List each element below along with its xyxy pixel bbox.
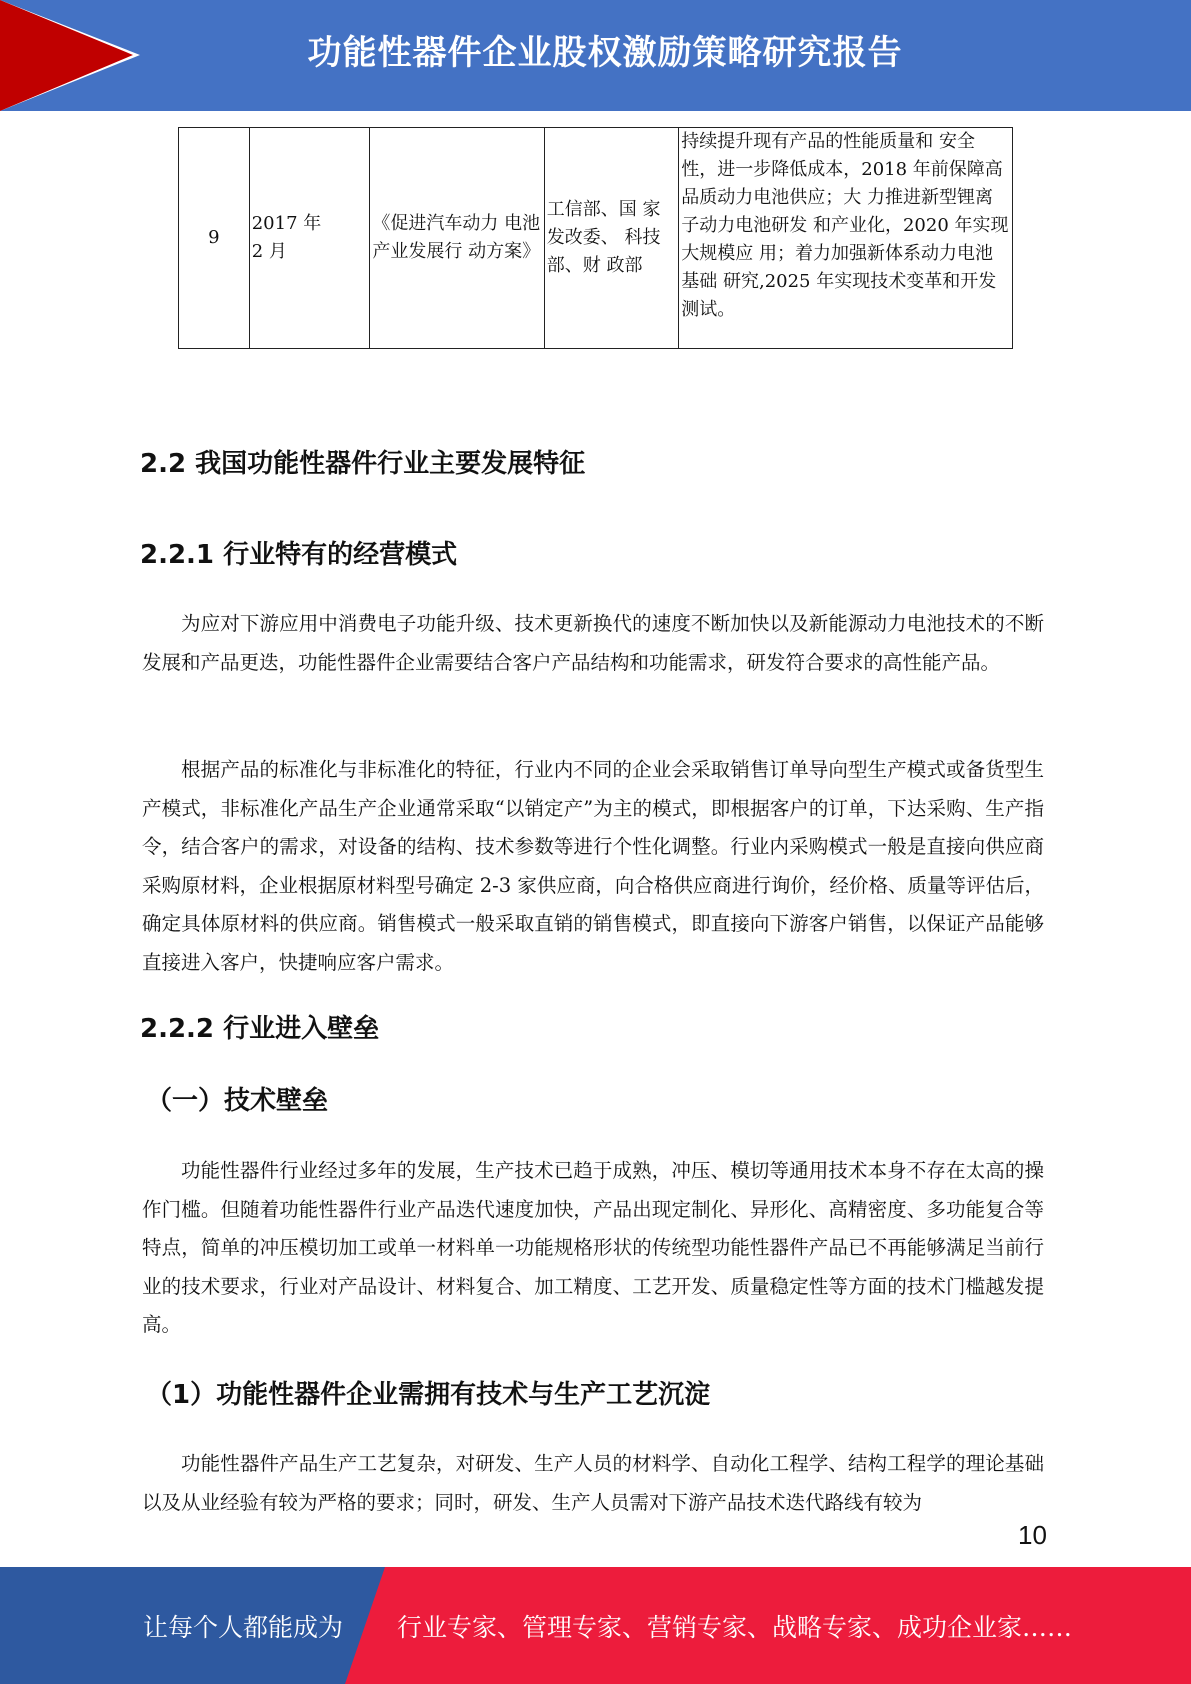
footer-slogan-left: 让每个人都能成为: [143, 1613, 344, 1642]
section-heading-2-2-1: 2.2.1 行业特有的经营模式: [140, 540, 458, 570]
section-heading-2-2-2: 2.2.2 行业进入壁垒: [140, 1014, 380, 1044]
row-number: 9: [179, 128, 250, 349]
row-date-month: 2 月: [251, 241, 287, 262]
page-number: 10: [1018, 1520, 1047, 1550]
report-title: 功能性器件企业股权激励策略研究报告: [307, 33, 903, 73]
paragraph: 功能性器件行业经过多年的发展，生产技术已趋于成熟，冲压、模切等通用技术本身不存在太高的操作门槛。但随着功能性器件行业产品迭代速度加快，产品出现定制化、异形化、高精密度、多功能复合等特点，简单的冲压模切加工或单一材料单一功能规格形状的传统型功能性器件产品已不再能够满足当前行业的技术要求，行业对产品设计、材料复合、加工精度、工艺开发、质量稳定性等方面的技术门槛越发提高。: [142, 1159, 1044, 1337]
paragraph: 功能性器件产品生产工艺复杂，对研发、生产人员的材料学、自动化工程学、结构工程学的理论基础以及从业经验有较为严格的要求；同时，研发、生产人员需对下游产品技术迭代路线有较为: [142, 1452, 1044, 1514]
row-policy-name: 《促进汽车动力 电池产业发展行 动方案》: [370, 128, 544, 349]
row-date-year: 2017 年: [251, 213, 322, 234]
policy-table: [178, 127, 1013, 349]
table-row: [179, 128, 1013, 349]
row-description: 持续提升现有产品的性能质量和 安全性，进一步降低成本，2018 年前保障高品质动力电池供应；大 力推进新型锂离子动力电池研发 和产业化，2020 年实现大规模应 用；着力加强新体系动力电池基础 研究,2025 年实现技术变革和开发 测试。: [679, 128, 1013, 349]
section-heading-2-2: 2.2 我国功能性器件行业主要发展特征: [140, 449, 586, 479]
subsection-heading-1: （1）功能性器件企业需拥有技术与生产工艺沉淀: [146, 1380, 711, 1410]
paragraph: 为应对下游应用中消费电子功能升级、技术更新换代的速度不断加快以及新能源动力电池技术的不断发展和产品更迭，功能性器件企业需要结合客户产品结构和功能需求，研发符合要求的高性能产品。: [142, 612, 1044, 674]
paragraph: 根据产品的标准化与非标准化的特征，行业内不同的企业会采取销售订单导向型生产模式或备货型生产模式，非标准化产品生产企业通常采取“以销定产”为主的模式，即根据客户的订单，下达采购、生产指令，结合客户的需求，对设备的结构、技术参数等进行个性化调整。行业内采购模式一般是直接向供应商采购原材料，企业根据原材料型号确定 2-3 家供应商，向合格供应商进行询价，经价格、质量等评估后，确定具体原材料的供应商。销售模式一般采取直销的销售模式，即直接向下游客户销售，以保证产品能够直接进入客户，快捷响应客户需求。: [142, 758, 1044, 974]
header-arrow-decoration: [0, 0, 133, 111]
footer-slogan-right: 行业专家、管理专家、营销专家、战略专家、成功企业家……: [397, 1613, 1073, 1642]
row-department: 工信部、国 家发改委、 科技部、财 政部: [544, 128, 679, 349]
subsection-heading-tech: （一）技术壁垒: [146, 1086, 329, 1116]
row-date: [249, 128, 370, 349]
